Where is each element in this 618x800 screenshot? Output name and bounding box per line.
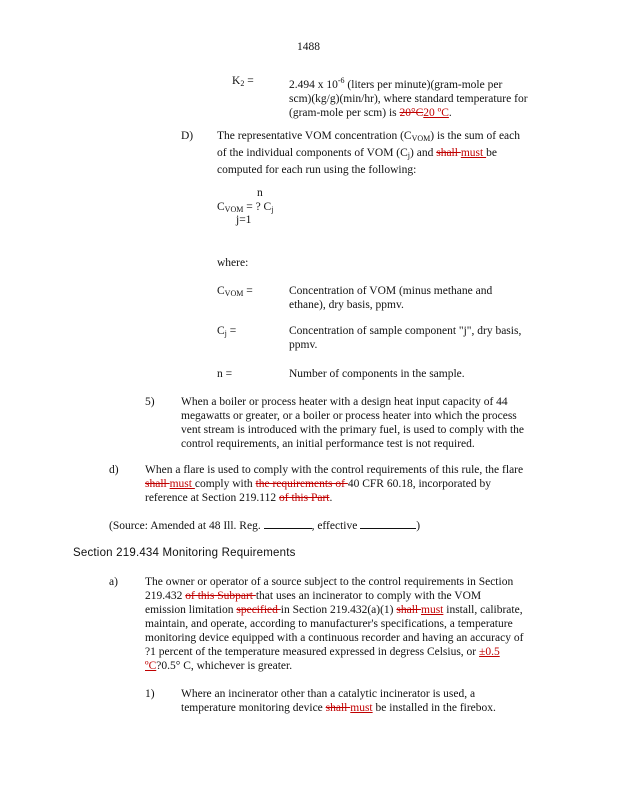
source-note: (Source: Amended at 48 Ill. Reg. , effective ) [109, 520, 421, 532]
def-cvom-symbol: $C_{VOM}$ = [217, 285, 253, 298]
register-blank [264, 518, 312, 529]
where-label: where: [217, 257, 249, 269]
item-a-text [145, 575, 523, 673]
item-d-label: d) [109, 464, 119, 476]
item-a-line-6: ?1 percent of the temperature measured expressed in degress Celsius, or ±0.5 [145, 646, 500, 658]
def-n-text: Number of components in the sample. [289, 368, 465, 380]
item-5-line-3: vent stream is introduced with the primary fuel, is used to comply with the [181, 424, 525, 436]
def-cvom-line-2: ethane), dry basis, ppmv. [289, 299, 404, 311]
page-number: 1488 [297, 41, 320, 53]
def-cj-symbol: $C_j$ = [217, 325, 237, 338]
formula-body: $C_{VOM}$ = ? $C_j$ [217, 201, 274, 214]
item-1-line-1: Where an incinerator other than a catalytic incinerator is used, a [181, 688, 476, 700]
item-a-label: a) [109, 576, 118, 588]
item-a-line-5: monitoring device equipped with a continuous recorder and having an accuracy of [145, 632, 524, 644]
k2-line-2: scm)(kg/g)(min/hr), where standard temperature for [289, 93, 528, 105]
section-heading: Section 219.434 Monitoring Requirements [73, 547, 296, 559]
item-D-line-3: computed for each run using the following: [217, 164, 417, 176]
def-cvom-line-1: Concentration of VOM (minus methane and [289, 285, 493, 297]
item-d-text [145, 463, 523, 505]
def-cj-line-2: ppmv. [289, 339, 318, 351]
item-5-label: 5) [145, 396, 155, 408]
item-1-text [181, 687, 496, 715]
item-D-line-1: The representative VOM concentration $(C_{VOM})$ is the sum of each [217, 130, 521, 143]
item-a-line-3: emission limitation specified in Section 219.432(a)(1) shall must install, calibrate, [145, 604, 523, 616]
item-5-text [181, 395, 524, 451]
def-n-symbol: n = [217, 368, 233, 380]
k2-line-1: 2.494 x $10^{-6}$ (liters per minute)(gram-mole per [289, 76, 503, 91]
item-a-line-2: 219.432 of this Subpart that uses an incinerator to comply with the VOM [145, 590, 482, 602]
def-cj-text [289, 324, 521, 352]
item-5-line-1: When a boiler or process heater with a design heat input capacity of 44 [181, 396, 508, 408]
effective-date-blank [360, 518, 416, 529]
item-5-line-4: control requirements, an initial performance test is not required. [181, 438, 475, 450]
item-D-text [217, 129, 520, 177]
item-a-line-1: The owner or operator of a source subject to the control requirements in Section [145, 576, 514, 588]
formula-lower-limit: j=1 [236, 214, 252, 226]
item-d-line-2: shall must comply with the requirements of 40 CFR 60.18, incorporated by [145, 478, 491, 490]
item-a-line-4: maintain, and operate, according to manufacturer's specifications, a temperature [145, 618, 513, 630]
item-1-label: 1) [145, 688, 155, 700]
item-1-line-2: temperature monitoring device shall must be installed in the firebox. [181, 702, 496, 714]
item-5-line-2: megawatts or greater, or a boiler or process heater into which the process [181, 410, 517, 422]
k2-label: $K_2$ = [232, 75, 254, 88]
item-d-line-3: reference at Section 219.112 of this Part. [145, 492, 333, 504]
k2-line-3: (gram-mole per scm) is 20°C20 ºC. [289, 107, 452, 119]
item-d-line-1: When a flare is used to comply with the control requirements of this rule, the flare [145, 464, 524, 476]
k2-definition [289, 74, 528, 120]
item-D-line-2: of the individual components of VOM $(C_j)$ and shall must be [217, 147, 497, 160]
def-cvom-text [289, 284, 492, 312]
item-D-label: D) [181, 130, 194, 142]
formula-upper-limit: n [257, 187, 263, 199]
def-cj-line-1: Concentration of sample component "j", dry basis, [289, 325, 522, 337]
item-a-line-7: ºC?0.5° C, whichever is greater. [145, 660, 293, 672]
